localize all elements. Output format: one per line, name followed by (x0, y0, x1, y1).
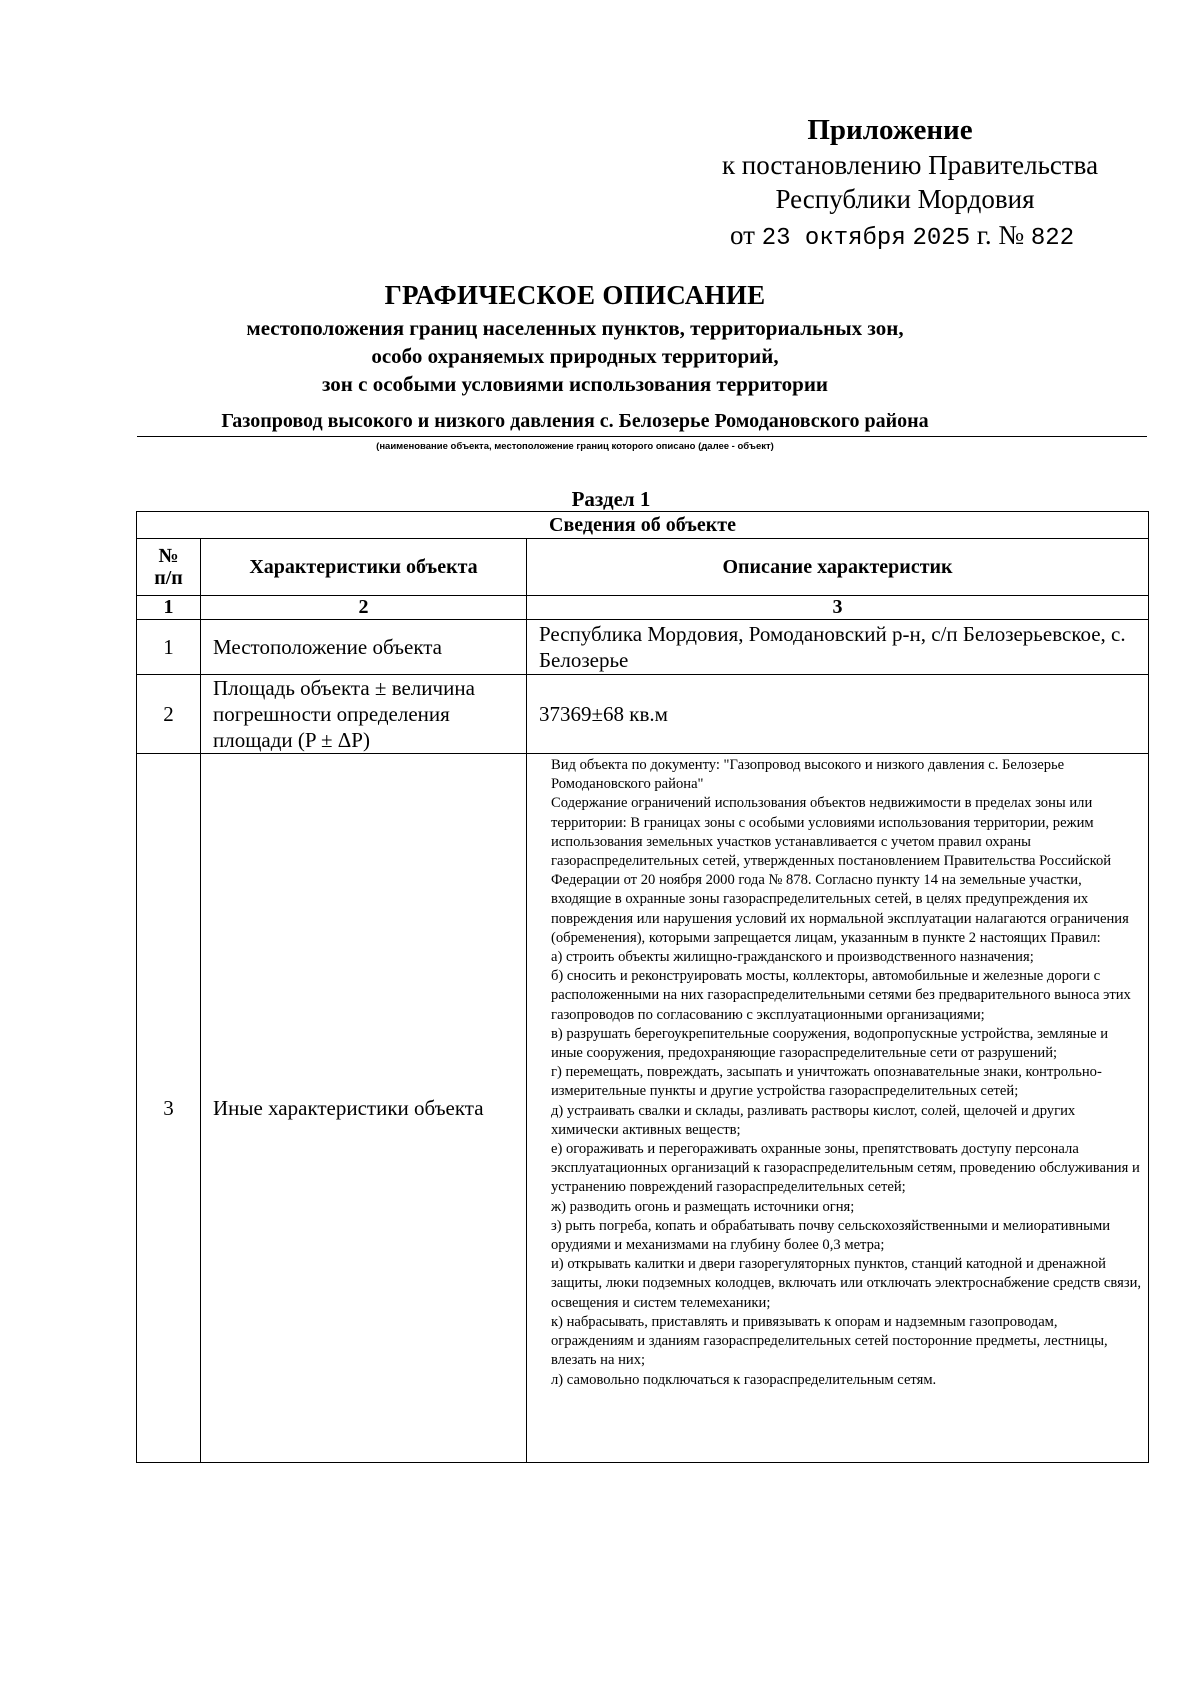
column-number-3: 3 (527, 596, 1149, 620)
restriction-paragraph: Содержание ограничений использования объектов недвижимости в пределах зоны или территории: В границах зоны с особыми условиями использования территории, режим использования земельных участков устанавливается с учетом правил охраны газораспределительных сетей, утвержденных постановлением Правительства Российской Федерации от 20 ноября 2000 года № 878. Согласно пункту 14 на земельные участки, входящие в охранные зоны газораспределительных сетей, в целях предупреждения их повреждения или нарушения условий их нормальной эксплуатации налагаются ограничения (обременения), которыми запрещается лицам, указанным в пункте 2 настоящих Правил: (551, 795, 1129, 946)
row-number: 2 (137, 675, 201, 754)
restriction-item: л) самовольно подключаться к газораспределительным сетям. (551, 1371, 937, 1388)
header-characteristics: Характеристики объекта (201, 539, 527, 596)
restriction-item: д) устраивать свалки и склады, разливать растворы кислот, солей, щелочей и других химически активных веществ; (551, 1102, 1076, 1138)
document-subtitle-2: особо охраняемых природных территорий, (371, 344, 779, 368)
restriction-item: ж) разводить огонь и размещать источники огня; (551, 1198, 855, 1215)
table-row (137, 620, 1149, 675)
date-prefix: от (730, 220, 755, 250)
restriction-item: з) рыть погреба, копать и обрабатывать почву сельскохозяйственными и мелиоративными орудиями и механизмами на глубину более 0,3 метра; (551, 1217, 1111, 1254)
row-value: Республика Мордовия, Ромодановский р-н, с/п Белозерьевское, с. Белозерье (527, 620, 1149, 675)
row-number: 3 (137, 754, 201, 1463)
date-year-suffix: г. № (976, 220, 1025, 250)
appendix-header (700, 112, 1120, 258)
object-name: Газопровод высокого и низкого давления с. Белозерье Ромодановского района (221, 410, 929, 432)
table-row (137, 675, 1149, 754)
restrictions-text (539, 754, 1148, 1390)
restriction-item: б) сносить и реконструировать мосты, коллекторы, автомобильные и железные дороги с расположенными на них газораспределительными сетями без предварительного выноса этих газопроводов по согласованию с эксплуатационными организациями; (551, 968, 1131, 1023)
document-title: ГРАФИЧЕСКОЕ ОПИСАНИЕ (384, 280, 766, 310)
appendix-line-1: к постановлению Правительства (721, 150, 1099, 180)
appendix-title: Приложение (807, 114, 973, 146)
table-row (137, 754, 1149, 1463)
document-subtitle-1: местоположения границ населенных пунктов, территориальных зон, (246, 316, 904, 340)
row-value: 37369±68 кв.м (527, 675, 1149, 754)
header-num (137, 539, 201, 596)
date-year: 2025 (912, 225, 971, 252)
restriction-item: в) разрушать берегоукрепительные сооружения, водопропускные устройства, земляные и иные сооружения, предохраняющие газораспределительные сети от разрушений; (551, 1025, 1109, 1062)
row-label: Местоположение объекта (201, 620, 527, 675)
restriction-item: а) строить объекты жилищно-гражданского и производственного назначения; (551, 949, 1034, 966)
date-value: 23 октября (761, 225, 906, 252)
row-value (527, 754, 1149, 1463)
header-description: Описание характеристик (527, 539, 1149, 596)
object-info-table (136, 511, 1149, 1463)
table-title: Сведения об объекте (137, 512, 1149, 539)
row-number: 1 (137, 620, 201, 675)
section-title: Раздел 1 (571, 487, 651, 511)
column-number-1: 1 (137, 596, 201, 620)
restriction-item: и) открывать калитки и двери газорегуляторных пунктов, станций катодной и дренажной защиты, люки подземных колодцев, включать или отключать электроснабжение средств связи, освещения и систем телемеханики; (551, 1256, 1142, 1311)
restriction-item: е) огораживать и перегораживать охранные зоны, препятствовать доступу персонала эксплуатационных организаций к газораспределительным сетям, проведению обслуживания и устранению повреждений газораспределительных сетей; (551, 1141, 1140, 1196)
header-num-label: № п/п (154, 545, 183, 589)
appendix-line-2: Республики Мордовия (775, 184, 1035, 214)
row-label: Иные характеристики объекта (201, 754, 527, 1463)
column-numbers-row (137, 596, 1149, 620)
restriction-item: к) набрасывать, приставлять и привязывать к опорам и надземным газопроводам, ограждениям и зданиям газораспределительных сетей посторонние предметы, лестницы, влезать на них; (551, 1313, 1108, 1369)
column-number-2: 2 (201, 596, 527, 620)
appendix-date-line (730, 216, 1120, 258)
object-name-underline (137, 436, 1147, 437)
decree-number: 822 (1030, 225, 1075, 252)
row-label: Площадь объекта ± величина погрешности определения площади (P ± ΔP) (201, 675, 527, 754)
object-caption: (наименование объекта, местоположение границ которого описано (далее - объект) (376, 441, 774, 452)
restriction-paragraph: Вид объекта по документу: "Газопровод высокого и низкого давления с. Белозерье Ромодановского района" (551, 757, 1065, 793)
document-subtitle-3: зон с особыми условиями использования территории (321, 372, 829, 396)
restriction-item: г) перемещать, повреждать, засыпать и уничтожать опознавательные знаки, контрольно-измерительные пункты и другие устройства газораспределительных сетей; (551, 1064, 1102, 1100)
